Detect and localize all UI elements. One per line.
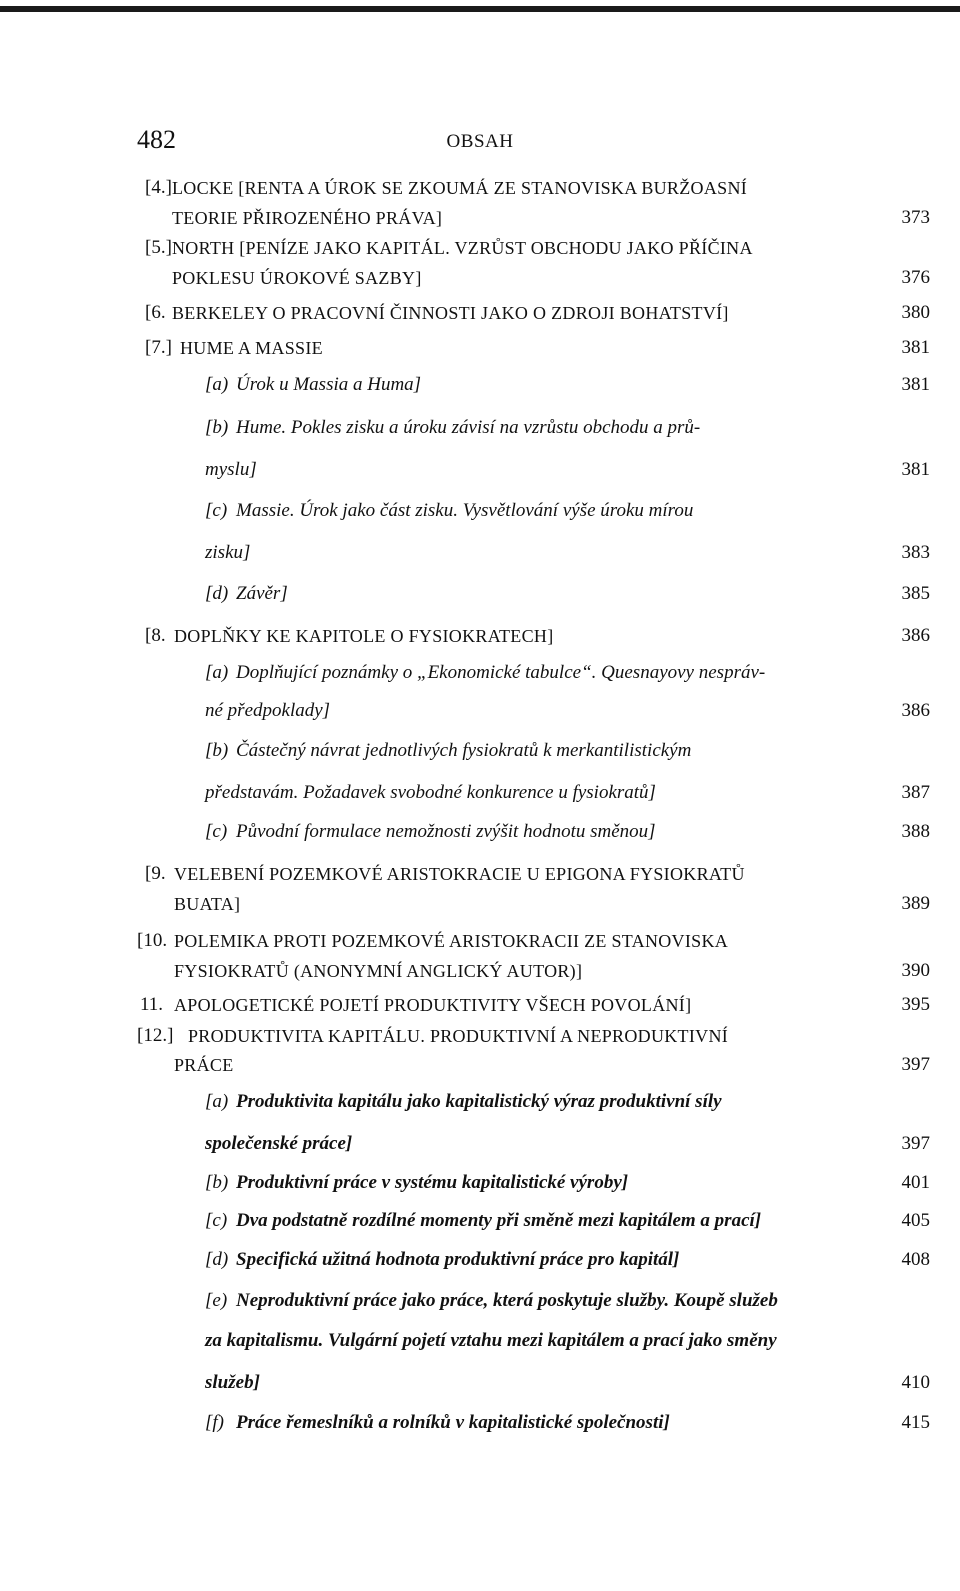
entry-title: myslu] — [205, 459, 257, 480]
toc-entry-line — [0, 1166, 960, 1200]
toc-entry-line — [0, 1085, 960, 1119]
entry-page-number: 388 — [901, 821, 930, 842]
toc-entry-line — [0, 815, 960, 849]
entry-title: Původní formulace nemožnosti zvýšit hodnotu směnou] — [236, 821, 656, 842]
entry-title: BERKELEY O PRACOVNÍ ČINNOSTI JAKO O ZDROJI BOHATSTVÍ] — [172, 303, 729, 323]
toc-entry-line — [0, 368, 960, 402]
entry-title: za kapitalismu. Vulgární pojetí vztahu mezi kapitálem a prací jako směny — [205, 1330, 777, 1351]
toc-entry-line — [0, 1324, 960, 1358]
entry-page-number: 408 — [901, 1249, 930, 1270]
toc-entry-line — [0, 954, 960, 988]
entry-number: [a) — [205, 662, 229, 683]
entry-page-number: 376 — [901, 267, 930, 288]
entry-number: [8. — [145, 625, 166, 646]
entry-title: APOLOGETICKÉ POJETÍ PRODUKTIVITY VŠECH POVOLÁNÍ] — [174, 995, 692, 1015]
entry-title: Specifická užitná hodnota produktivní práce pro kapitál] — [236, 1249, 680, 1270]
entry-number: [e) — [205, 1290, 228, 1311]
entry-page-number: 390 — [901, 960, 930, 981]
toc-entry-line — [0, 656, 960, 690]
entry-number: [7.] — [145, 337, 172, 358]
entry-title: služeb] — [205, 1372, 260, 1393]
entry-number: [4.] — [145, 177, 172, 198]
entry-title: Neproduktivní práce jako práce, která poskytuje služby. Koupě služeb — [236, 1290, 778, 1311]
entry-number: [6. — [145, 302, 166, 323]
entry-number: [5.] — [145, 237, 172, 258]
toc-entry-line — [0, 776, 960, 810]
entry-number: [10. — [137, 930, 168, 951]
entry-page-number: 381 — [901, 337, 930, 358]
entry-title: né předpoklady] — [205, 700, 331, 721]
entry-number: [c) — [205, 821, 228, 842]
toc-entry-line — [0, 494, 960, 528]
toc-entry-line — [0, 331, 960, 365]
toc-entry-line — [0, 1204, 960, 1238]
entry-title: PRODUKTIVITA KAPITÁLU. PRODUKTIVNÍ A NEPRODUKTIVNÍ — [188, 1026, 729, 1046]
entry-title: Produktivní práce v systému kapitalistické výroby] — [236, 1172, 629, 1193]
toc-entry-line — [0, 296, 960, 330]
toc-entry-line — [0, 988, 960, 1022]
entry-title: VELEBENÍ POZEMKOVÉ ARISTOKRACIE U EPIGONA FYSIOKRATŮ — [174, 864, 745, 884]
entry-page-number: 383 — [901, 542, 930, 563]
entry-page-number: 410 — [901, 1372, 930, 1393]
entry-title: Produktivita kapitálu jako kapitalistický výraz produktivní síly — [236, 1091, 722, 1112]
toc-entry-line — [0, 857, 960, 891]
entry-number: [f) — [205, 1412, 224, 1433]
toc-entry-line — [0, 1127, 960, 1161]
entry-title: LOCKE [RENTA A ÚROK SE ZKOUMÁ ZE STANOVISKA BURŽOASNÍ — [172, 178, 748, 198]
toc-entry-line — [0, 536, 960, 570]
entry-number: [a) — [205, 1091, 229, 1112]
entry-page-number: 385 — [901, 583, 930, 604]
entry-title: DOPLŇKY KE KAPITOLE O FYSIOKRATECH] — [174, 626, 554, 646]
entry-number: [b) — [205, 417, 229, 438]
entry-title: NORTH [PENÍZE JAKO KAPITÁL. VZRŮST OBCHODU JAKO PŘÍČINA — [172, 238, 753, 258]
entry-number: 11. — [140, 994, 164, 1015]
entry-title: Práce řemeslníků a rolníků v kapitalistické společnosti] — [236, 1412, 670, 1433]
entry-title: BUATA] — [174, 894, 241, 914]
entry-number: [a) — [205, 374, 229, 395]
entry-page-number: 397 — [901, 1133, 930, 1154]
entry-title: Hume. Pokles zisku a úroku závisí na vzrůstu obchodu a prů- — [236, 417, 701, 438]
top-border-rule — [0, 6, 960, 12]
toc-entry-line — [0, 231, 960, 265]
entry-page-number: 380 — [901, 302, 930, 323]
toc-entry-line — [0, 171, 960, 205]
entry-title: Závěr] — [236, 583, 288, 604]
toc-entry-line — [0, 577, 960, 611]
entry-page-number: 415 — [901, 1412, 930, 1433]
toc-entry-line — [0, 261, 960, 295]
entry-page-number: 395 — [901, 994, 930, 1015]
toc-entry-line — [0, 1366, 960, 1400]
toc-entry-line — [0, 1243, 960, 1277]
entry-title: TEORIE PŘIROZENÉHO PRÁVA] — [172, 208, 443, 228]
entry-page-number: 387 — [901, 782, 930, 803]
entry-number: [d) — [205, 1249, 229, 1270]
entry-page-number: 381 — [901, 374, 930, 395]
entry-page-number: 381 — [901, 459, 930, 480]
entry-page-number: 386 — [901, 700, 930, 721]
entry-number: [c) — [205, 1210, 228, 1231]
toc-entry-line — [0, 1048, 960, 1082]
entry-number: [d) — [205, 583, 229, 604]
toc-entry-line — [0, 1406, 960, 1440]
toc-entry-line — [0, 201, 960, 235]
toc-entry-line — [0, 1284, 960, 1318]
entry-title: POKLESU ÚROKOVÉ SAZBY] — [172, 268, 422, 288]
toc-entry-line — [0, 924, 960, 958]
toc-entry-line — [0, 453, 960, 487]
entry-page-number: 405 — [901, 1210, 930, 1231]
entry-title: Dva podstatně rozdílné momenty při směně mezi kapitálem a prací] — [236, 1210, 762, 1231]
page-number: 482 — [137, 125, 176, 154]
entry-title: Úrok u Massia a Huma] — [236, 374, 422, 395]
entry-title: FYSIOKRATŮ (ANONYMNÍ ANGLICKÝ AUTOR)] — [174, 961, 583, 981]
entry-title: HUME A MASSIE — [180, 338, 323, 358]
entry-number: [b) — [205, 1172, 229, 1193]
entry-page-number: 389 — [901, 893, 930, 914]
entry-title: Doplňující poznámky o „Ekonomické tabulce“. Quesnayovy nespráv- — [236, 662, 766, 683]
entry-page-number: 401 — [901, 1172, 930, 1193]
entry-page-number: 373 — [901, 207, 930, 228]
entry-title: zisku] — [205, 542, 251, 563]
entry-title: představám. Požadavek svobodné konkurence u fysiokratů] — [205, 782, 656, 803]
entry-title: PRÁCE — [174, 1055, 234, 1075]
toc-entry-line — [0, 411, 960, 445]
entry-title: Částečný návrat jednotlivých fysiokratů k merkantilistickým — [236, 740, 692, 761]
entry-title: POLEMIKA PROTI POZEMKOVÉ ARISTOKRACII ZE STANOVISKA — [174, 931, 729, 951]
entry-number: [12.] — [137, 1025, 174, 1046]
toc-entry-line — [0, 734, 960, 768]
entry-title: společenské práce] — [205, 1133, 353, 1154]
toc-entry-line — [0, 619, 960, 653]
toc-entry-line — [0, 887, 960, 921]
entry-page-number: 386 — [901, 625, 930, 646]
entry-number: [b) — [205, 740, 229, 761]
running-head: OBSAH — [446, 131, 514, 152]
entry-number: [9. — [145, 863, 166, 884]
entry-title: Massie. Úrok jako část zisku. Vysvětlování výše úroku mírou — [236, 500, 694, 521]
entry-page-number: 397 — [901, 1054, 930, 1075]
entry-number: [c) — [205, 500, 228, 521]
toc-entry-line — [0, 694, 960, 728]
